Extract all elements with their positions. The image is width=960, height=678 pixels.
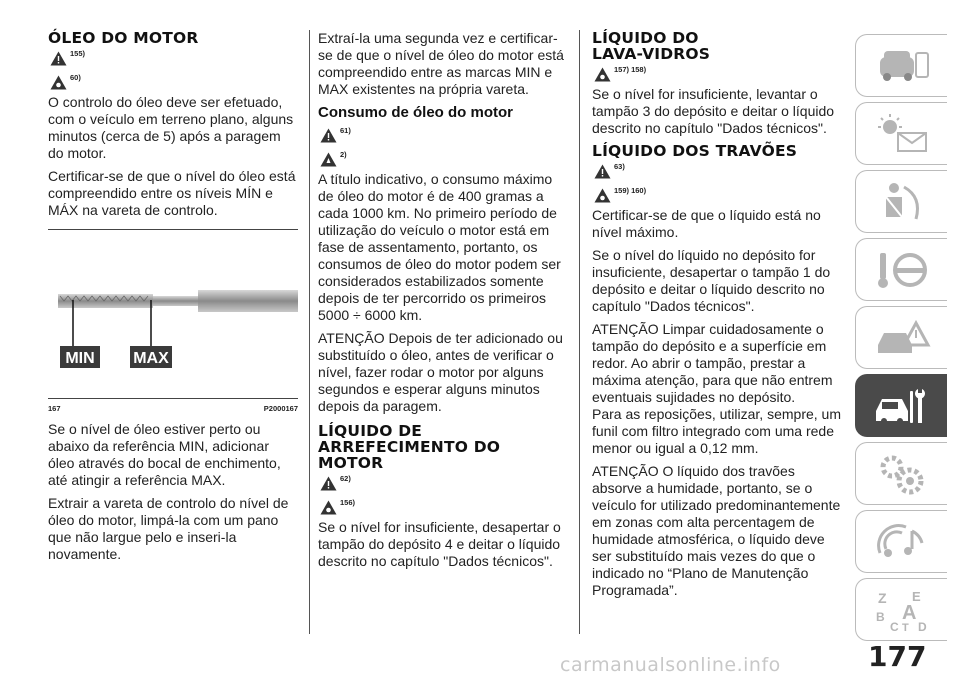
note-ref bbox=[50, 70, 298, 90]
tab-safety[interactable] bbox=[855, 170, 947, 233]
note-ref-label: 157) 158) bbox=[614, 65, 647, 74]
paragraph: ATENÇÃO Limpar cuidadosamente o tampão do depósito e a superfície em redor. Ao abrir o tampão, prestar a máxima atenção, para que não entrem eventuais sujidades no depósito. bbox=[592, 321, 833, 405]
paragraph: Se o nível do líquido no depósito for insuficiente, desapertar o tampão 1 do depósito e deitar o líquido descrito no capítulo "Dados técnicos". bbox=[592, 247, 831, 314]
tab-lights[interactable] bbox=[855, 102, 947, 165]
section-title-engine-oil: ÓLEO DO MOTOR bbox=[48, 29, 199, 47]
paragraph: O controlo do óleo deve ser efetuado, com o veículo em terreno plano, alguns minutos (cerca de 5) após a paragem do motor. bbox=[48, 94, 294, 161]
column-2 bbox=[318, 30, 568, 576]
tab-multimedia[interactable] bbox=[855, 510, 947, 573]
dipstick-illustration bbox=[48, 230, 298, 400]
hand-caution-icon bbox=[594, 67, 611, 82]
page-number: 177 bbox=[868, 640, 927, 673]
subsection-title-oil-consumption: Consumo de óleo do motor bbox=[318, 104, 513, 121]
environment-ref bbox=[320, 147, 568, 167]
hand-caution-icon bbox=[50, 75, 67, 90]
index-letter: Z bbox=[877, 589, 887, 606]
warning-ref-label: 63) bbox=[614, 162, 625, 171]
airbag-seatbelt-icon bbox=[872, 179, 932, 225]
section-title-brake-fluid: LÍQUIDO DOS TRAVÕES bbox=[592, 142, 798, 160]
note-ref bbox=[594, 62, 842, 82]
warning-ref-label: 155) bbox=[70, 49, 86, 58]
warning-triangle-icon bbox=[320, 476, 337, 491]
alphabetical-index-icon bbox=[872, 587, 932, 633]
warning-ref bbox=[594, 159, 842, 179]
emergency-warning-icon bbox=[872, 315, 932, 361]
index-letter: T bbox=[901, 621, 909, 633]
tab-starting[interactable] bbox=[855, 238, 947, 301]
paragraph: ATENÇÃO O líquido dos travões absorve a humidade, portanto, se o veículo for utilizado predominantemente em zonas com alta percentagem de humidade atmosférica, o líquido deve ser substituído mais vezes do que o indicado no “Plano de Manutenção Programada”. bbox=[592, 463, 841, 598]
paragraph: Se o nível de óleo estiver perto ou abaixo da referência MIN, adicionar óleo através do bocal de enchimento, até atingir a referência MAX. bbox=[48, 421, 281, 488]
min-label: MIN bbox=[65, 350, 95, 367]
index-letter: D bbox=[917, 619, 927, 633]
lights-mail-icon bbox=[872, 111, 932, 157]
tab-emergency[interactable] bbox=[855, 306, 947, 369]
car-wrench-icon bbox=[872, 383, 932, 429]
column-3 bbox=[592, 30, 842, 605]
tab-technical-data[interactable] bbox=[855, 442, 947, 505]
hand-caution-icon bbox=[320, 500, 337, 515]
column-1 bbox=[48, 30, 298, 569]
key-steering-wheel-icon bbox=[872, 247, 932, 293]
tab-maintenance[interactable] bbox=[855, 374, 947, 437]
hand-caution-icon bbox=[594, 188, 611, 203]
paragraph: Certificar-se de que o líquido está no nível máximo. bbox=[592, 207, 821, 240]
car-dashboard-icon bbox=[872, 43, 932, 89]
tab-index[interactable] bbox=[855, 578, 947, 641]
environment-icon bbox=[320, 152, 337, 167]
column-divider bbox=[579, 30, 580, 634]
warning-ref-label: 62) bbox=[340, 474, 351, 483]
multimedia-icon bbox=[872, 519, 932, 565]
paragraph: A título indicativo, o consumo máximo de óleo do motor é de 400 gramas a cada 1000 km. No primeiro período de utilização do veículo o motor está em fase de assentamento, portanto, os consumos de óleo do motor podem ser considerados estabilizados somente depois de ter percorrido os primeiros 5000 ÷ 6000 km. bbox=[318, 171, 561, 323]
warning-ref bbox=[320, 123, 568, 143]
paragraph: Extraí-la uma segunda vez e certificar-se de que o nível de óleo do motor está compreendido entre as marcas MIN e MAX existentes na própria vareta. bbox=[318, 30, 564, 97]
note-ref-label: 159) 160) bbox=[614, 186, 647, 195]
paragraph: Extrair a vareta de controlo do nível de óleo do motor, limpá-la com um pano que não largue pelo e inseri-la novamente. bbox=[48, 495, 289, 562]
paragraph: Para as reposições, utilizar, sempre, um funil com filtro integrado com uma rede menor ou igual a 0,12 mm. bbox=[592, 406, 841, 456]
note-ref bbox=[320, 495, 568, 515]
warning-ref bbox=[320, 471, 568, 491]
warning-triangle-icon bbox=[50, 51, 67, 66]
tab-dashboard[interactable] bbox=[855, 34, 947, 97]
warning-triangle-icon bbox=[594, 164, 611, 179]
paragraph: Se o nível for insuficiente, levantar o tampão 3 do depósito e deitar o líquido descrito no capítulo "Dados técnicos". bbox=[592, 86, 835, 136]
environment-ref-label: 2) bbox=[340, 150, 347, 159]
column-divider bbox=[309, 30, 310, 634]
max-label: MAX bbox=[133, 350, 169, 367]
paragraph: ATENÇÃO Depois de ter adicionado ou substituído o óleo, antes de verificar o nível, fazer rodar o motor por alguns segundos e esperar alguns minutos depois da paragem. bbox=[318, 330, 563, 414]
figure-code: P2000167 bbox=[263, 404, 298, 413]
index-letter: A bbox=[901, 601, 916, 624]
figure-number: 167 bbox=[48, 404, 61, 413]
note-ref-label: 60) bbox=[70, 73, 81, 82]
section-title-washer-fluid: LÍQUIDO DO LAVA-VIDROS bbox=[592, 29, 711, 63]
index-letter: E bbox=[911, 588, 921, 604]
section-title-engine-coolant: LÍQUIDO DE ARREFECIMENTO DO MOTOR bbox=[318, 422, 501, 472]
watermark: carmanualsonline.info bbox=[560, 654, 781, 676]
warning-ref-label: 61) bbox=[340, 126, 351, 135]
figure-caption bbox=[48, 404, 298, 413]
dipstick-figure bbox=[48, 229, 298, 413]
paragraph: Se o nível for insuficiente, desapertar o tampão do depósito 4 e deitar o líquido descrito no capítulo "Dados técnicos". bbox=[318, 519, 561, 569]
technical-gears-icon bbox=[872, 451, 932, 497]
chapter-tabs bbox=[855, 34, 947, 646]
index-letter: B bbox=[875, 609, 885, 624]
warning-ref bbox=[50, 46, 298, 66]
note-ref bbox=[594, 183, 842, 203]
note-ref-label: 156) bbox=[340, 498, 356, 507]
index-letter: C bbox=[889, 619, 899, 633]
paragraph: Certificar-se de que o nível do óleo está compreendido entre os níveis MÍN e MÁX na vareta de controlo. bbox=[48, 168, 296, 218]
warning-triangle-icon bbox=[320, 128, 337, 143]
